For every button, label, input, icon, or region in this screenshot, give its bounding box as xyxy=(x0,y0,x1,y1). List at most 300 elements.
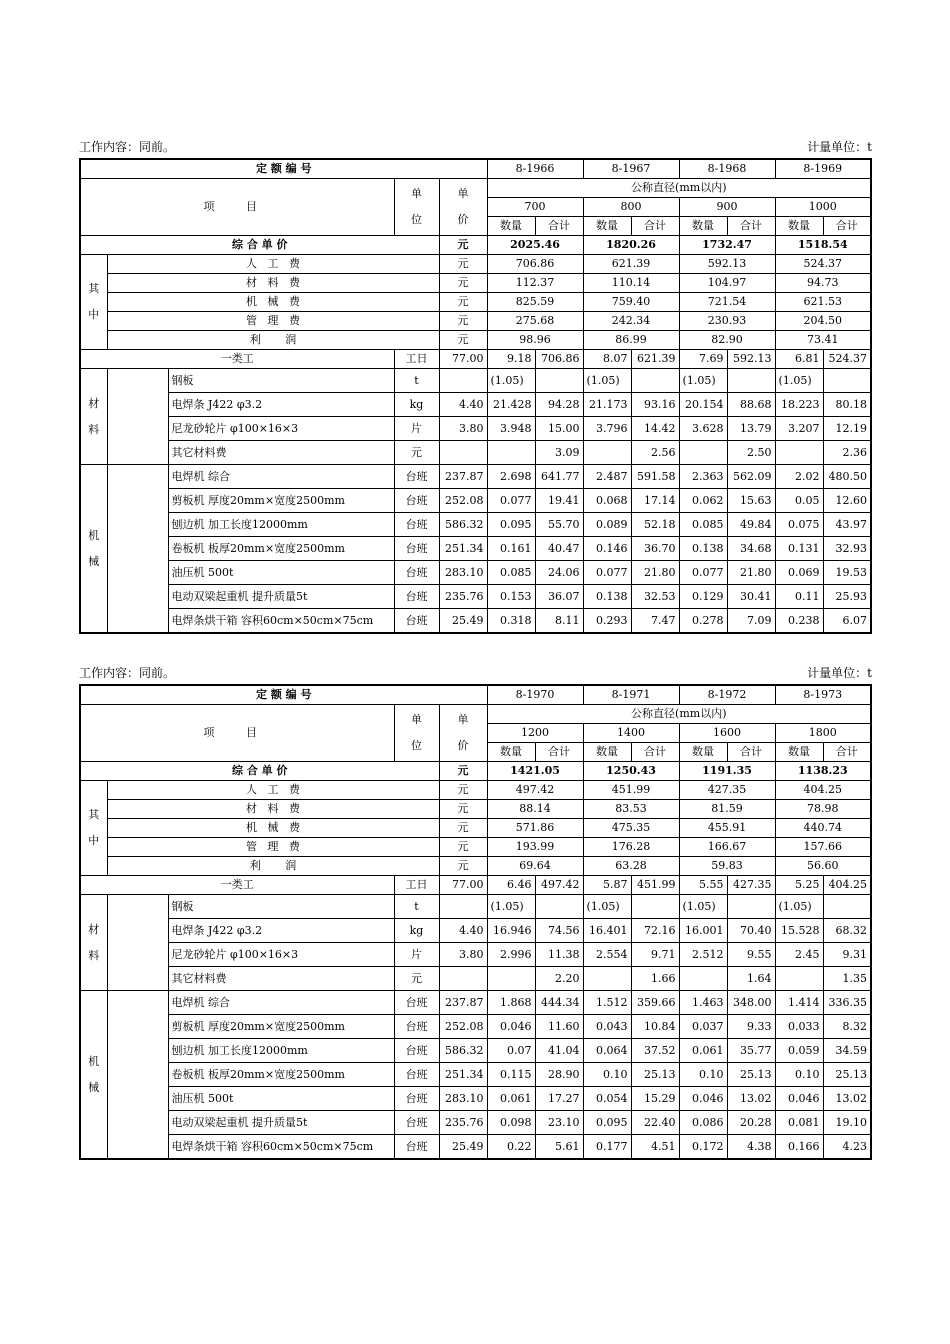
cost-value: 204.50 xyxy=(775,312,871,331)
total-label: 合计 xyxy=(631,743,679,762)
machine-cell: 0.138 xyxy=(679,537,727,561)
cost-value: 81.59 xyxy=(679,800,775,819)
machine-cell: 0.22 xyxy=(487,1135,535,1160)
work-content: 工作内容：同前。 xyxy=(79,140,176,154)
cost-value: 56.60 xyxy=(775,857,871,876)
unit-header: 单 位 xyxy=(394,179,439,236)
labor-cell: 497.42 xyxy=(535,876,583,895)
cost-row xyxy=(80,819,871,838)
material-cell: 15.528 xyxy=(775,919,823,943)
machine-name: 电动双梁起重机 提升质量5t xyxy=(168,585,394,609)
machine-cell: 562.09 xyxy=(727,465,775,489)
cost-value: 524.37 xyxy=(775,255,871,274)
labor-price: 77.00 xyxy=(439,876,487,895)
machine-name: 电焊条烘干箱 容积60cm×50cm×75cm xyxy=(168,1135,394,1160)
material-name: 电焊条 J422 φ3.2 xyxy=(168,919,394,943)
material-cell xyxy=(727,369,775,393)
cost-unit: 元 xyxy=(439,800,487,819)
total-label: 合计 xyxy=(535,743,583,762)
material-label: 材 料 xyxy=(80,369,107,465)
cost-value: 230.93 xyxy=(679,312,775,331)
cost-value: 98.96 xyxy=(487,331,583,350)
labor-label: 一类工 xyxy=(80,876,394,895)
machine-name: 油压机 500t xyxy=(168,1087,394,1111)
machine-cell: 28.90 xyxy=(535,1063,583,1087)
cost-unit: 元 xyxy=(439,255,487,274)
machine-cell: 41.04 xyxy=(535,1039,583,1063)
machine-cell: 30.41 xyxy=(727,585,775,609)
material-cell: 68.32 xyxy=(823,919,871,943)
cost-label: 机 械 费 xyxy=(107,293,439,312)
machine-cell: 0.059 xyxy=(775,1039,823,1063)
material-cell: 2.20 xyxy=(535,967,583,991)
labor-row xyxy=(80,876,871,895)
cost-value: 440.74 xyxy=(775,819,871,838)
machine-cell: 0.075 xyxy=(775,513,823,537)
material-cell: 21.428 xyxy=(487,393,535,417)
measure-unit: 计量单位：t xyxy=(807,140,872,154)
quota-code: 8-1968 xyxy=(679,159,775,179)
machine-cell: 25.93 xyxy=(823,585,871,609)
material-unit: t xyxy=(394,895,439,919)
labor-cell: 524.37 xyxy=(823,350,871,369)
material-unit: 片 xyxy=(394,417,439,441)
quota-code: 8-1966 xyxy=(487,159,583,179)
machine-row xyxy=(80,1135,871,1160)
material-cell: 13.79 xyxy=(727,417,775,441)
material-row xyxy=(80,393,871,417)
material-name: 电焊条 J422 φ3.2 xyxy=(168,393,394,417)
machine-cell: 0.061 xyxy=(679,1039,727,1063)
diameter-value: 800 xyxy=(583,198,679,217)
composite-row xyxy=(80,236,871,255)
quota-table xyxy=(79,158,872,634)
material-cell: 11.38 xyxy=(535,943,583,967)
machine-blank xyxy=(107,465,168,634)
machine-row xyxy=(80,585,871,609)
material-price xyxy=(439,967,487,991)
material-cell: 9.55 xyxy=(727,943,775,967)
cost-unit: 元 xyxy=(439,819,487,838)
qty-label: 数量 xyxy=(487,217,535,236)
machine-price: 251.34 xyxy=(439,537,487,561)
cost-row xyxy=(80,781,871,800)
machine-cell: 0.046 xyxy=(775,1087,823,1111)
composite-value: 1820.26 xyxy=(583,236,679,255)
machine-cell: 0.062 xyxy=(679,489,727,513)
quota-section-1 xyxy=(79,138,872,634)
machine-cell: 21.80 xyxy=(631,561,679,585)
cost-row xyxy=(80,274,871,293)
measure-unit: 计量单位：t xyxy=(807,666,872,680)
qty-label: 数量 xyxy=(487,743,535,762)
machine-cell: 1.463 xyxy=(679,991,727,1015)
machine-price: 25.49 xyxy=(439,1135,487,1160)
machine-cell: 5.61 xyxy=(535,1135,583,1160)
cost-label: 人 工 费 xyxy=(107,255,439,274)
labor-cell: 404.25 xyxy=(823,876,871,895)
machine-cell: 34.68 xyxy=(727,537,775,561)
machine-cell: 0.095 xyxy=(583,1111,631,1135)
machine-cell: 2.698 xyxy=(487,465,535,489)
material-unit: kg xyxy=(394,919,439,943)
code-row xyxy=(80,159,871,179)
machine-price: 251.34 xyxy=(439,1063,487,1087)
cost-label: 利 润 xyxy=(107,857,439,876)
nominal-diameter-label: 公称直径(mm以内) xyxy=(487,705,871,724)
machine-cell: 0.077 xyxy=(583,561,631,585)
cost-value: 73.41 xyxy=(775,331,871,350)
composite-label: 综 合 单 价 xyxy=(80,762,439,781)
machine-cell: 25.13 xyxy=(823,1063,871,1087)
labor-cell: 706.86 xyxy=(535,350,583,369)
cost-value: 242.34 xyxy=(583,312,679,331)
composite-row xyxy=(80,762,871,781)
machine-row xyxy=(80,609,871,634)
machine-cell: 36.70 xyxy=(631,537,679,561)
cost-row xyxy=(80,331,871,350)
machine-cell: 0.07 xyxy=(487,1039,535,1063)
machine-cell: 2.363 xyxy=(679,465,727,489)
cost-row xyxy=(80,857,871,876)
machine-unit: 台班 xyxy=(394,537,439,561)
machine-cell: 25.13 xyxy=(727,1063,775,1087)
machine-unit: 台班 xyxy=(394,1063,439,1087)
material-cell: 93.16 xyxy=(631,393,679,417)
machine-cell: 7.47 xyxy=(631,609,679,634)
diameter-value: 1600 xyxy=(679,724,775,743)
machine-price: 252.08 xyxy=(439,1015,487,1039)
machine-cell: 480.50 xyxy=(823,465,871,489)
machine-unit: 台班 xyxy=(394,1111,439,1135)
machine-cell: 641.77 xyxy=(535,465,583,489)
composite-value: 1250.43 xyxy=(583,762,679,781)
cost-value: 621.39 xyxy=(583,255,679,274)
machine-row xyxy=(80,465,871,489)
among-label: 其 中 xyxy=(80,255,107,350)
material-cell: (1.05) xyxy=(583,369,631,393)
material-unit: kg xyxy=(394,393,439,417)
machine-cell: 8.11 xyxy=(535,609,583,634)
header-row xyxy=(80,705,871,724)
material-blank xyxy=(107,895,168,991)
cost-value: 82.90 xyxy=(679,331,775,350)
material-cell xyxy=(535,895,583,919)
machine-cell: 11.60 xyxy=(535,1015,583,1039)
machine-cell: 23.10 xyxy=(535,1111,583,1135)
cost-value: 475.35 xyxy=(583,819,679,838)
machine-cell: 0.086 xyxy=(679,1111,727,1135)
quota-section-2 xyxy=(79,664,872,1160)
composite-value: 1732.47 xyxy=(679,236,775,255)
total-label: 合计 xyxy=(823,743,871,762)
material-blank xyxy=(107,369,168,465)
cost-label: 材 料 费 xyxy=(107,800,439,819)
machine-name: 电焊条烘干箱 容积60cm×50cm×75cm xyxy=(168,609,394,634)
material-cell: 74.56 xyxy=(535,919,583,943)
material-cell: 20.154 xyxy=(679,393,727,417)
machine-cell: 0.05 xyxy=(775,489,823,513)
material-cell: 2.50 xyxy=(727,441,775,465)
machine-cell: 13.02 xyxy=(823,1087,871,1111)
material-cell xyxy=(823,369,871,393)
material-cell: 2.45 xyxy=(775,943,823,967)
material-row xyxy=(80,967,871,991)
quota-code: 8-1973 xyxy=(775,685,871,705)
machine-cell: 0.033 xyxy=(775,1015,823,1039)
material-cell: 14.42 xyxy=(631,417,679,441)
quota-code: 8-1971 xyxy=(583,685,679,705)
material-cell: 12.19 xyxy=(823,417,871,441)
cost-label: 管 理 费 xyxy=(107,838,439,857)
machine-unit: 台班 xyxy=(394,1039,439,1063)
material-price xyxy=(439,369,487,393)
machine-cell: 0.077 xyxy=(679,561,727,585)
machine-cell: 8.32 xyxy=(823,1015,871,1039)
machine-cell: 1.868 xyxy=(487,991,535,1015)
material-unit: 元 xyxy=(394,967,439,991)
composite-value: 1191.35 xyxy=(679,762,775,781)
labor-cell: 5.55 xyxy=(679,876,727,895)
machine-unit: 台班 xyxy=(394,489,439,513)
diameter-value: 1800 xyxy=(775,724,871,743)
material-row xyxy=(80,369,871,393)
machine-unit: 台班 xyxy=(394,1015,439,1039)
machine-name: 刨边机 加工长度12000mm xyxy=(168,513,394,537)
machine-price: 237.87 xyxy=(439,991,487,1015)
labor-cell: 8.07 xyxy=(583,350,631,369)
machine-unit: 台班 xyxy=(394,609,439,634)
material-name: 其它材料费 xyxy=(168,441,394,465)
cost-row xyxy=(80,255,871,274)
material-cell: 1.64 xyxy=(727,967,775,991)
quota-code: 8-1970 xyxy=(487,685,583,705)
machine-cell: 10.84 xyxy=(631,1015,679,1039)
cost-value: 166.67 xyxy=(679,838,775,857)
material-cell: (1.05) xyxy=(775,369,823,393)
cost-value: 104.97 xyxy=(679,274,775,293)
cost-value: 427.35 xyxy=(679,781,775,800)
machine-cell: 0.177 xyxy=(583,1135,631,1160)
labor-cell: 5.25 xyxy=(775,876,823,895)
labor-cell: 427.35 xyxy=(727,876,775,895)
quota-code: 8-1967 xyxy=(583,159,679,179)
cost-unit: 元 xyxy=(439,331,487,350)
machine-cell: 55.70 xyxy=(535,513,583,537)
material-cell: 80.18 xyxy=(823,393,871,417)
labor-cell: 5.87 xyxy=(583,876,631,895)
material-cell: 3.09 xyxy=(535,441,583,465)
machine-cell: 591.58 xyxy=(631,465,679,489)
material-cell xyxy=(631,369,679,393)
among-label: 其 中 xyxy=(80,781,107,876)
machine-cell: 0.068 xyxy=(583,489,631,513)
item-label: 项 目 xyxy=(80,179,394,236)
material-row xyxy=(80,919,871,943)
material-cell: 2.512 xyxy=(679,943,727,967)
cost-label: 人 工 费 xyxy=(107,781,439,800)
machine-cell: 19.10 xyxy=(823,1111,871,1135)
diameter-value: 700 xyxy=(487,198,583,217)
material-unit: 元 xyxy=(394,441,439,465)
machine-price: 586.32 xyxy=(439,1039,487,1063)
composite-unit: 元 xyxy=(439,236,487,255)
material-cell: 94.28 xyxy=(535,393,583,417)
machine-price: 235.76 xyxy=(439,1111,487,1135)
material-cell: (1.05) xyxy=(679,369,727,393)
composite-label: 综 合 单 价 xyxy=(80,236,439,255)
qty-label: 数量 xyxy=(583,217,631,236)
machine-cell: 0.138 xyxy=(583,585,631,609)
machine-cell: 24.06 xyxy=(535,561,583,585)
material-label: 材 料 xyxy=(80,895,107,991)
quota-code: 8-1969 xyxy=(775,159,871,179)
machine-cell: 20.28 xyxy=(727,1111,775,1135)
labor-cell: 451.99 xyxy=(631,876,679,895)
section-header xyxy=(79,138,872,158)
material-cell: (1.05) xyxy=(487,369,535,393)
machine-cell: 6.07 xyxy=(823,609,871,634)
cost-value: 110.14 xyxy=(583,274,679,293)
machine-cell: 40.47 xyxy=(535,537,583,561)
cost-value: 78.98 xyxy=(775,800,871,819)
labor-label: 一类工 xyxy=(80,350,394,369)
machine-row xyxy=(80,1015,871,1039)
machine-cell: 2.02 xyxy=(775,465,823,489)
total-label: 合计 xyxy=(631,217,679,236)
machine-price: 25.49 xyxy=(439,609,487,634)
machine-cell: 0.046 xyxy=(679,1087,727,1111)
material-row xyxy=(80,895,871,919)
machine-price: 283.10 xyxy=(439,1087,487,1111)
composite-value: 1421.05 xyxy=(487,762,583,781)
qty-label: 数量 xyxy=(583,743,631,762)
cost-label: 利 润 xyxy=(107,331,439,350)
machine-cell: 0.10 xyxy=(679,1063,727,1087)
machine-cell: 0.238 xyxy=(775,609,823,634)
machine-cell: 0.10 xyxy=(583,1063,631,1087)
diameter-value: 1000 xyxy=(775,198,871,217)
machine-cell: 19.53 xyxy=(823,561,871,585)
labor-cell: 6.81 xyxy=(775,350,823,369)
material-cell: 9.31 xyxy=(823,943,871,967)
section-header xyxy=(79,664,872,684)
machine-cell: 0.081 xyxy=(775,1111,823,1135)
quota-code: 8-1972 xyxy=(679,685,775,705)
machine-price: 283.10 xyxy=(439,561,487,585)
material-price: 4.40 xyxy=(439,393,487,417)
material-cell: (1.05) xyxy=(679,895,727,919)
machine-cell: 0.043 xyxy=(583,1015,631,1039)
cost-value: 275.68 xyxy=(487,312,583,331)
machine-price: 237.87 xyxy=(439,465,487,489)
labor-cell: 621.39 xyxy=(631,350,679,369)
machine-cell: 444.34 xyxy=(535,991,583,1015)
diameter-value: 900 xyxy=(679,198,775,217)
machine-cell: 17.14 xyxy=(631,489,679,513)
material-row xyxy=(80,943,871,967)
machine-unit: 台班 xyxy=(394,561,439,585)
machine-unit: 台班 xyxy=(394,991,439,1015)
machine-cell: 4.23 xyxy=(823,1135,871,1160)
machine-cell: 49.84 xyxy=(727,513,775,537)
machine-cell: 37.52 xyxy=(631,1039,679,1063)
machine-cell: 34.59 xyxy=(823,1039,871,1063)
machine-cell: 22.40 xyxy=(631,1111,679,1135)
machine-cell: 0.115 xyxy=(487,1063,535,1087)
machine-cell: 15.29 xyxy=(631,1087,679,1111)
material-cell: 3.207 xyxy=(775,417,823,441)
cost-value: 455.91 xyxy=(679,819,775,838)
material-name: 尼龙砂轮片 φ100×16×3 xyxy=(168,943,394,967)
cost-value: 112.37 xyxy=(487,274,583,293)
machine-price: 252.08 xyxy=(439,489,487,513)
machine-cell: 1.414 xyxy=(775,991,823,1015)
machine-cell: 0.172 xyxy=(679,1135,727,1160)
machine-unit: 台班 xyxy=(394,513,439,537)
price-header: 单 价 xyxy=(439,705,487,762)
machine-name: 剪板机 厚度20mm×宽度2500mm xyxy=(168,489,394,513)
item-label: 项 目 xyxy=(80,705,394,762)
material-cell: 16.001 xyxy=(679,919,727,943)
cost-row xyxy=(80,838,871,857)
cost-value: 94.73 xyxy=(775,274,871,293)
material-unit: 片 xyxy=(394,943,439,967)
material-cell xyxy=(487,967,535,991)
machine-cell: 336.35 xyxy=(823,991,871,1015)
material-cell: 1.35 xyxy=(823,967,871,991)
cost-unit: 元 xyxy=(439,274,487,293)
machine-price: 586.32 xyxy=(439,513,487,537)
material-unit: t xyxy=(394,369,439,393)
machine-cell: 35.77 xyxy=(727,1039,775,1063)
cost-row xyxy=(80,293,871,312)
machine-name: 电动双梁起重机 提升质量5t xyxy=(168,1111,394,1135)
composite-unit: 元 xyxy=(439,762,487,781)
material-cell: 72.16 xyxy=(631,919,679,943)
machine-cell: 1.512 xyxy=(583,991,631,1015)
machine-cell: 15.63 xyxy=(727,489,775,513)
price-header: 单 价 xyxy=(439,179,487,236)
material-cell: 15.00 xyxy=(535,417,583,441)
total-label: 合计 xyxy=(823,217,871,236)
qty-label: 数量 xyxy=(775,217,823,236)
labor-cell: 6.46 xyxy=(487,876,535,895)
material-cell: (1.05) xyxy=(487,895,535,919)
machine-cell: 32.93 xyxy=(823,537,871,561)
material-name: 尼龙砂轮片 φ100×16×3 xyxy=(168,417,394,441)
machine-cell: 52.18 xyxy=(631,513,679,537)
machine-cell: 0.278 xyxy=(679,609,727,634)
cost-value: 721.54 xyxy=(679,293,775,312)
machine-cell: 0.095 xyxy=(487,513,535,537)
machine-name: 电焊机 综合 xyxy=(168,465,394,489)
quota-table xyxy=(79,684,872,1160)
material-cell: 2.554 xyxy=(583,943,631,967)
machine-cell: 25.13 xyxy=(631,1063,679,1087)
material-cell: 2.996 xyxy=(487,943,535,967)
cost-value: 571.86 xyxy=(487,819,583,838)
cost-value: 706.86 xyxy=(487,255,583,274)
qty-label: 数量 xyxy=(679,217,727,236)
qty-label: 数量 xyxy=(775,743,823,762)
machine-row xyxy=(80,489,871,513)
material-cell xyxy=(583,441,631,465)
machine-cell: 0.061 xyxy=(487,1087,535,1111)
machine-cell: 0.318 xyxy=(487,609,535,634)
machine-cell: 0.037 xyxy=(679,1015,727,1039)
cost-value: 404.25 xyxy=(775,781,871,800)
